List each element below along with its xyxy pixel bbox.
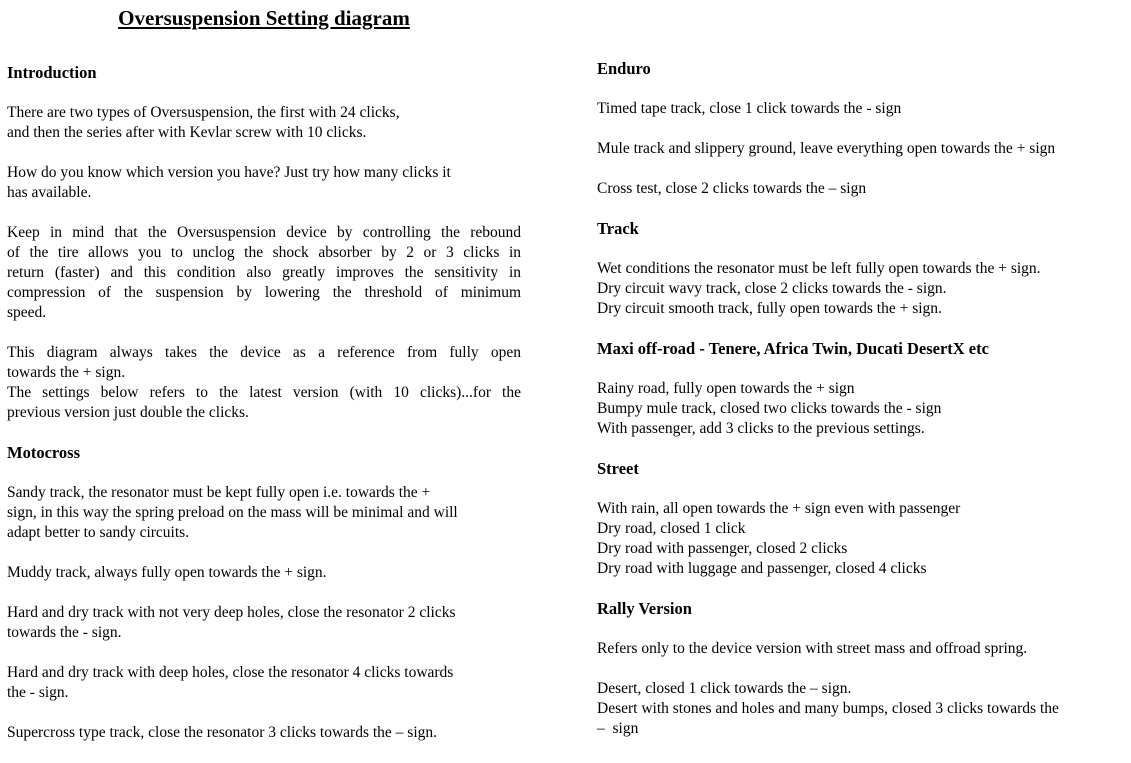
text-line: adapt better to sandy circuits.	[7, 524, 190, 541]
text-line: With rain, all open towards the + sign even with passenger	[597, 500, 961, 517]
text-line: Dry road with passenger, closed 2 clicks	[597, 540, 848, 557]
paragraph	[7, 163, 521, 203]
paragraph	[7, 223, 521, 323]
right-column	[597, 0, 1118, 759]
text-line: There are two types of Oversuspension, the first with 24 clicks,	[7, 104, 400, 121]
paragraph	[597, 179, 1118, 199]
paragraph	[7, 603, 521, 643]
section-heading-maxi-off-road-tenere-africa-twin-ducati-: Maxi off-road - Tenere, Africa Twin, Ducati DesertX etc	[597, 339, 989, 358]
text-line: Wet conditions the resonator must be left fully open towards the + sign.	[597, 260, 1041, 277]
text-line: previous version just double the clicks.	[7, 404, 249, 421]
paragraph	[7, 103, 521, 143]
paragraph	[597, 679, 1118, 739]
paragraph	[597, 639, 1118, 659]
text-line: Timed tape track, close 1 click towards the - sign	[597, 100, 902, 117]
text-line: Desert, closed 1 click towards the – sign.	[597, 680, 852, 697]
text-line: The settings below refers to the latest version (with 10 clicks)...for the	[7, 384, 521, 401]
text-line: How do you know which version you have? Just try how many clicks it	[7, 164, 451, 181]
paragraph	[7, 343, 521, 423]
paragraph	[7, 723, 521, 743]
paragraph	[7, 483, 521, 543]
right-column-blocks	[597, 59, 1118, 739]
paragraph	[7, 563, 521, 583]
text-line: Dry road with luggage and passenger, closed 4 clicks	[597, 560, 927, 577]
text-line: Dry circuit smooth track, fully open towards the + sign.	[597, 300, 942, 317]
text-line: Hard and dry track with deep holes, close the resonator 4 clicks towards	[7, 664, 454, 681]
text-line: Bumpy mule track, closed two clicks towards the - sign	[597, 400, 942, 417]
text-line: has available.	[7, 184, 92, 201]
section-heading-motocross: Motocross	[7, 443, 81, 462]
section-heading-rally-version: Rally Version	[597, 599, 692, 618]
section-heading-street: Street	[597, 459, 639, 478]
text-line: towards the + sign.	[7, 364, 126, 381]
text-line: – sign	[597, 720, 639, 737]
section-heading-enduro: Enduro	[597, 59, 651, 78]
paragraph	[597, 139, 1118, 159]
paragraph	[597, 379, 1118, 439]
text-line: compression of the suspension by lowering the threshold of minimum	[7, 284, 521, 301]
left-column	[7, 0, 521, 763]
paragraph	[597, 99, 1118, 119]
text-line: Mule track and slippery ground, leave everything open towards the + sign	[597, 140, 1056, 157]
text-line: Dry road, closed 1 click	[597, 520, 746, 537]
paragraph	[7, 663, 521, 703]
text-line: Muddy track, always fully open towards the + sign.	[7, 564, 327, 581]
text-line: return (faster) and this condition also greatly improves the sensitivity in	[7, 264, 521, 281]
text-line: Dry circuit wavy track, close 2 clicks towards the - sign.	[597, 280, 947, 297]
text-line: Sandy track, the resonator must be kept fully open i.e. towards the +	[7, 484, 431, 501]
text-line: Supercross type track, close the resonator 3 clicks towards the – sign.	[7, 724, 438, 741]
text-line: and then the series after with Kevlar screw with 10 clicks.	[7, 124, 367, 141]
text-line: sign, in this way the spring preload on the mass will be minimal and will	[7, 504, 458, 521]
text-line: towards the - sign.	[7, 624, 122, 641]
text-line: With passenger, add 3 clicks to the previous settings.	[597, 420, 925, 437]
paragraph	[597, 499, 1118, 579]
left-column-blocks	[7, 63, 521, 743]
text-line: Cross test, close 2 clicks towards the – sign	[597, 180, 867, 197]
text-line: of the tire allows you to unclog the shock absorber by 2 or 3 clicks in	[7, 244, 521, 261]
text-line: the - sign.	[7, 684, 69, 701]
text-line: Rainy road, fully open towards the + sign	[597, 380, 855, 397]
section-heading-track: Track	[597, 219, 639, 238]
text-line: speed.	[7, 304, 47, 321]
text-line: Keep in mind that the Oversuspension device by controlling the rebound	[7, 224, 521, 241]
paragraph	[597, 259, 1118, 319]
section-heading-introduction: Introduction	[7, 63, 97, 82]
document-title: Oversuspension Setting diagram	[118, 6, 410, 30]
text-line: Hard and dry track with not very deep holes, close the resonator 2 clicks	[7, 604, 456, 621]
text-line: Desert with stones and holes and many bumps, closed 3 clicks towards the	[597, 700, 1059, 717]
text-line: Refers only to the device version with street mass and offroad spring.	[597, 640, 1028, 657]
text-line: This diagram always takes the device as a reference from fully open	[7, 344, 521, 361]
